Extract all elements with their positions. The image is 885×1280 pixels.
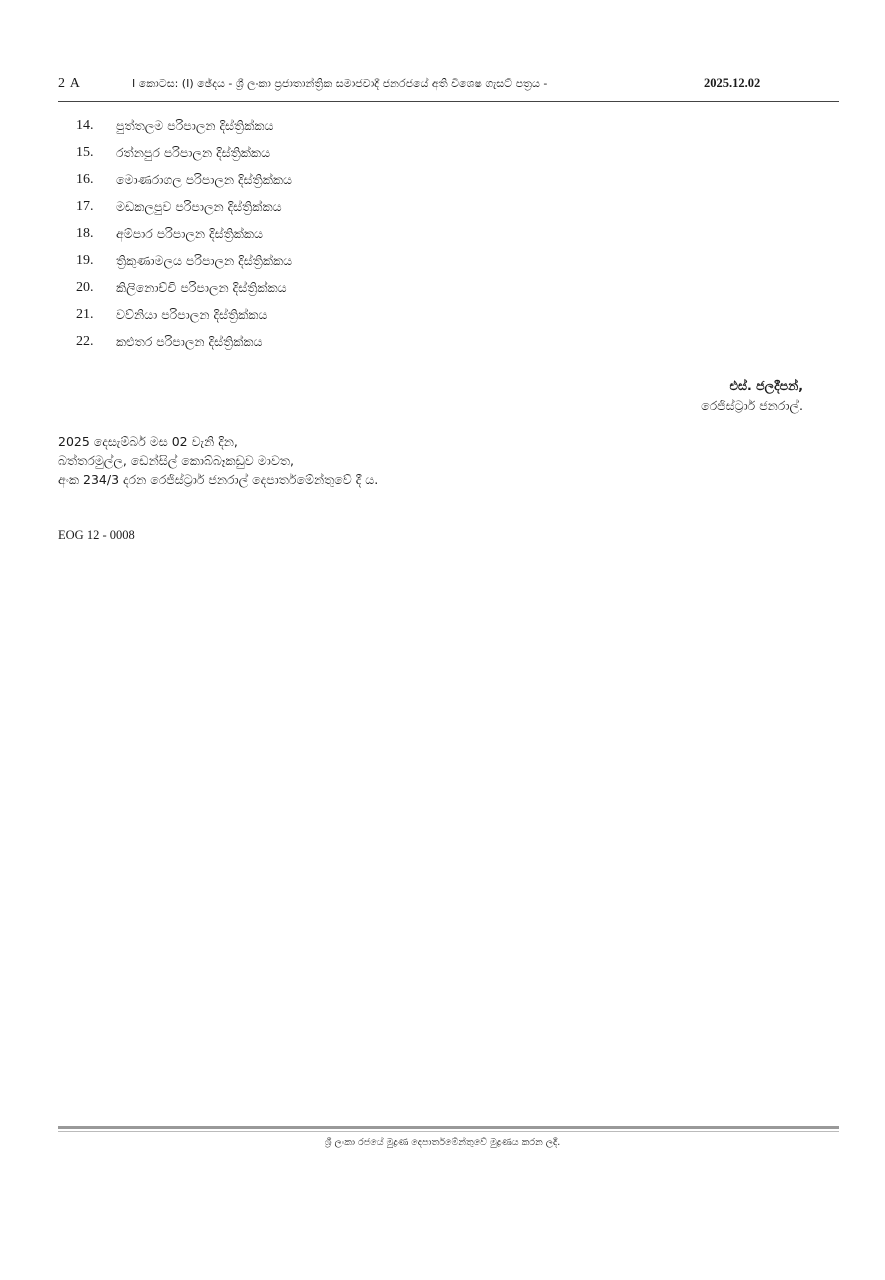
item-number: 19. (76, 252, 94, 268)
district-name: මඩකලපුව පරිපාලන දිස්ත්‍රික්කය (116, 198, 282, 214)
list-item (76, 112, 292, 139)
district-name: රත්නපුර පරිපාලන දිස්ත්‍රික්කය (116, 144, 271, 160)
address-date-line: 2025 දෙසැම්බර් මස 02 වැනි දින, (58, 434, 238, 449)
item-number: 17. (76, 198, 94, 214)
signatory-name: එස්. ජලදීපන්, (729, 378, 803, 393)
district-name: කළුතර පරිපාලන දිස්ත්‍රික්කය (116, 333, 263, 349)
list-item (76, 247, 292, 274)
list-item (76, 139, 292, 166)
reference-code: EOG 12 - 0008 (58, 528, 135, 542)
item-number: 16. (76, 171, 94, 187)
header-divider (58, 101, 839, 102)
item-number: 18. (76, 225, 94, 241)
list-item (76, 301, 292, 328)
item-number: 14. (76, 117, 94, 133)
item-number: 20. (76, 279, 94, 295)
page-header (58, 76, 838, 96)
address-office-line: අංක 234/3 දරන රෙජිස්ට්‍රාර් ජනරාල් දෙපාර්තමේන්තුවේ දී ය. (58, 472, 379, 487)
list-item (76, 166, 292, 193)
gazette-title: I කොටස: (I) ඡේදය - ශ්‍රී ලංකා ප්‍රජාතාන්ත්‍රික සමාජවාදී ජනරජයේ අති විශෙෂ ගැසට් පත්‍රය - (132, 77, 548, 90)
signature-block (640, 376, 803, 416)
list-item (76, 274, 292, 301)
district-name: ත්‍රිකුණාමලය පරිපාලන දිස්ත්‍රික්කය (116, 252, 293, 268)
item-number: 22. (76, 333, 94, 349)
address-block (58, 432, 378, 489)
gazette-date: 2025.12.02 (704, 76, 761, 90)
list-item (76, 193, 292, 220)
item-number: 15. (76, 144, 94, 160)
page-number: 2 A (58, 76, 81, 91)
district-name: වව්නියා පරිපාලන දිස්ත්‍රික්කය (116, 306, 268, 322)
list-item (76, 328, 292, 355)
printer-footer: ශ්‍රී ලංකා රජයේ මුද්‍රණ දෙපාර්තමේන්තුවේ මුද්‍රණය කරන ලදී. (324, 1137, 561, 1148)
district-name: අම්පාර පරිපාලන දිස්ත්‍රික්කය (116, 225, 264, 241)
district-name: කිලිනොච්චි පරිපාලන දිස්ත්‍රික්කය (116, 279, 287, 295)
district-name: මොණරාගල පරිපාලන දිස්ත්‍රික්කය (116, 171, 292, 187)
item-number: 21. (76, 306, 94, 322)
district-list (76, 112, 292, 355)
address-street-line: බත්තරමුල්ල, ඩෙන්සිල් කොබ්බෑකඩුව මාවත, (58, 453, 294, 468)
signatory-title: රෙජිස්ට්‍රාර් ජනරාල්. (701, 398, 803, 413)
footer-divider-thin (58, 1131, 839, 1132)
list-item (76, 220, 292, 247)
district-name: පුත්තලම පරිපාලන දිස්ත්‍රික්කය (116, 117, 274, 133)
footer-divider (58, 1126, 839, 1129)
